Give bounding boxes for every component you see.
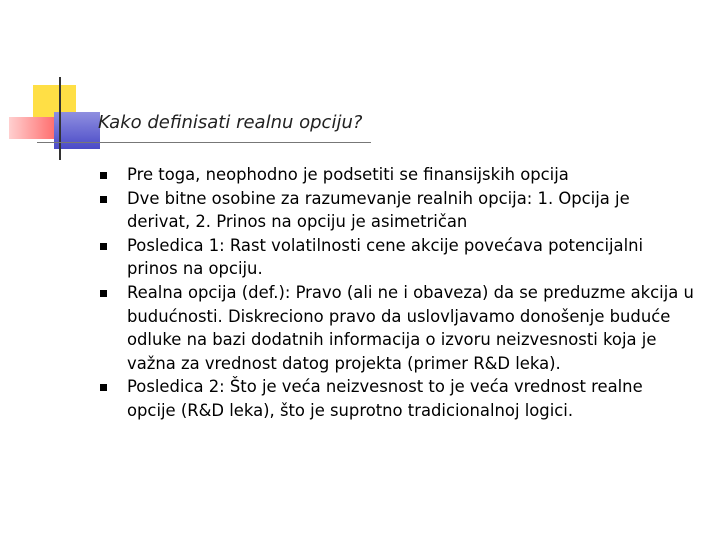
bullet-text: Posledica 1: Rast volatilnosti cene akcije povećava potencijalni prinos na opciju.: [127, 235, 644, 279]
bullet-square-icon: [100, 172, 107, 179]
bullet-square-icon: [100, 290, 107, 297]
bullet-item-2: [96, 187, 696, 234]
bullet-item-5: [96, 375, 696, 422]
decorative-red-bar: [9, 117, 55, 139]
slide-title: Kako definisati realnu opciju?: [98, 112, 363, 133]
bullet-list: [96, 163, 696, 423]
bullet-text: Posledica 2: Što je veća neizvesnost to je veća vrednost realne opcije (R&D leka), što je suprotno tradicionalnoj logici.: [127, 377, 643, 420]
bullet-item-3: [96, 234, 696, 281]
bullet-text: Pre toga, neophodno je podsetiti se finansijskih opcija: [127, 165, 569, 184]
bullet-square-icon: [100, 196, 107, 203]
bullet-text: Dve bitne osobine za razumevanje realnih opcija: 1. Opcija je derivat, 2. Prinos na opciju je asimetričan: [127, 188, 630, 232]
bullet-text: Realna opcija (def.): Pravo (ali ne i obaveza) da se preduzme akcija u budućnosti. Diskreciono pravo da uslovljavamo donošenje buduće odluke na bazi dodatnih informacija o izvoru neizvesnosti koja je važna za vrednost datog projekta (primer R&D leka).: [127, 282, 694, 373]
bullet-square-icon: [100, 243, 107, 250]
title-underline: [37, 142, 371, 143]
bullet-square-icon: [100, 384, 107, 391]
decorative-vertical-line: [59, 77, 61, 160]
bullet-item-4: [96, 281, 696, 375]
bullet-item-1: [96, 163, 696, 187]
